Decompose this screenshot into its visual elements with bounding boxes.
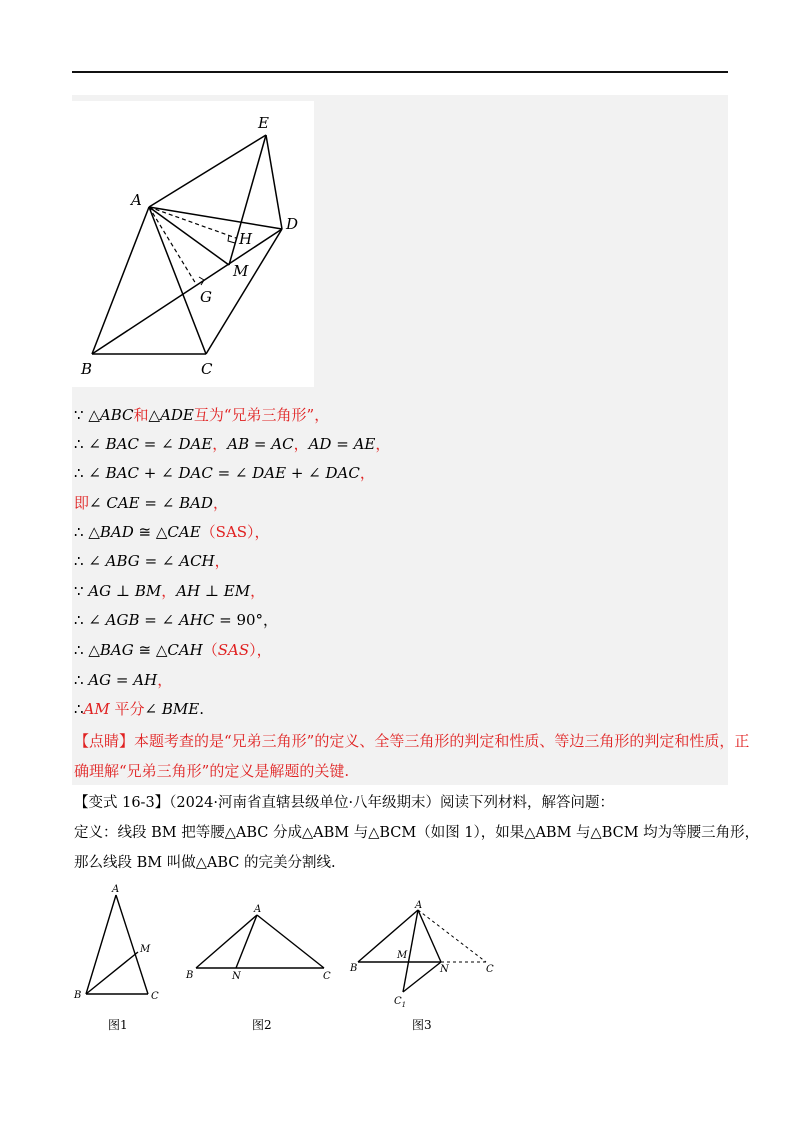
definition-line-2: 那么线段 BM 叫做△ABC 的完美分割线. bbox=[74, 855, 336, 871]
proof-token: AB bbox=[227, 435, 250, 453]
proof-token: △ bbox=[88, 406, 100, 424]
proof-token: CAH bbox=[167, 641, 203, 659]
proof-token: △ bbox=[88, 641, 100, 659]
proof-token: + ∠ bbox=[286, 464, 326, 482]
proof-token: BAD bbox=[99, 523, 134, 541]
proof-token: ）， bbox=[249, 641, 272, 659]
proof-token: . bbox=[199, 700, 204, 718]
proof-line: ∴ ∠ ABG = ∠ ACH， bbox=[74, 552, 230, 570]
proof-line-content bbox=[88, 611, 278, 629]
label-H: H bbox=[239, 230, 253, 248]
label-M: M bbox=[233, 262, 249, 280]
proof-token: △ bbox=[88, 523, 100, 541]
proof-line-content bbox=[88, 671, 172, 689]
label-C: C bbox=[201, 360, 213, 378]
proof-line: ∴ △BAD ≅ △CAE（SAS）， bbox=[74, 523, 270, 541]
label-D: D bbox=[286, 215, 299, 233]
proof-token: ， bbox=[161, 582, 177, 600]
proof-token: ∠ bbox=[88, 435, 106, 453]
header-rule bbox=[72, 71, 728, 73]
proof-token: EM bbox=[223, 582, 251, 600]
proof-token: BAC bbox=[105, 464, 140, 482]
proof-token: DAE bbox=[178, 435, 213, 453]
fig3-label-N: N bbox=[440, 964, 449, 975]
proof-token: ， bbox=[293, 435, 309, 453]
proof-line: ∴ AG = AH， bbox=[74, 671, 173, 689]
proof-line: ∴AM 平分∠ BME. bbox=[74, 700, 204, 718]
fig3-label-C: C bbox=[486, 964, 494, 975]
definition-line-1: 定义：线段 BM 把等腰△ABC 分成△ABM 与△BCM（如图 1），如果△ABM 与△BCM 均为等腰三角形， bbox=[74, 825, 760, 841]
proof-line: ∵ △ABC和△ADE互为“兄弟三角形”， bbox=[74, 406, 330, 424]
label-A: A bbox=[131, 191, 142, 209]
proof-token: ， bbox=[212, 494, 228, 512]
proof-line: ∴ △BAG ≅ △CAH（SAS）， bbox=[74, 641, 272, 659]
proof-line-content bbox=[88, 582, 265, 600]
fig3-label-M: M bbox=[397, 950, 408, 961]
proof-token: = ∠ bbox=[212, 464, 253, 482]
proof-token: ∠ bbox=[88, 552, 106, 570]
proof-token: + ∠ bbox=[139, 464, 179, 482]
proof-token: 和 bbox=[133, 406, 149, 424]
proof-token: ADE bbox=[160, 406, 194, 424]
proof-token: DAC bbox=[178, 464, 213, 482]
small-figures bbox=[66, 880, 494, 1010]
proof-token: ∠ bbox=[88, 611, 106, 629]
proof-token: ， bbox=[359, 464, 375, 482]
fig3-label-C1: $C_1$ bbox=[394, 996, 407, 1009]
proof-token: = ∠ bbox=[139, 611, 179, 629]
proof-line: ∴ ∠ BAC = ∠ DAE，AB = AC，AD = AE， bbox=[74, 435, 391, 453]
proof-token: ABG bbox=[105, 552, 140, 570]
proof-token: BM bbox=[134, 582, 162, 600]
proof-token: ∠ bbox=[89, 494, 107, 512]
label-E: E bbox=[258, 114, 269, 132]
proof-token: = ∠ bbox=[139, 552, 180, 570]
proof-token: AH bbox=[176, 582, 201, 600]
proof-line: 即∠ CAE = ∠ BAD， bbox=[74, 494, 228, 512]
proof-token: ≅ △ bbox=[133, 523, 168, 541]
fig1-label-M: M bbox=[140, 944, 151, 955]
label-B: B bbox=[81, 360, 93, 378]
proof-token: ， bbox=[214, 552, 230, 570]
fig1-label-A: A bbox=[112, 884, 120, 895]
proof-token: = 90°， bbox=[214, 611, 279, 629]
fig1-label-C: C bbox=[151, 991, 159, 1002]
proof-token: BAD bbox=[179, 494, 213, 512]
fig2-label-A: A bbox=[254, 904, 262, 915]
proof-token: ∠ bbox=[88, 464, 106, 482]
proof-token: DAE bbox=[252, 464, 287, 482]
proof-token: ， bbox=[157, 671, 173, 689]
proof-line: ∴ ∠ AGB = ∠ AHC = 90°， bbox=[74, 611, 279, 629]
note-line-2: 确理解“兄弟三角形”的定义是解题的关键. bbox=[74, 762, 350, 780]
proof-token: CAE bbox=[106, 494, 140, 512]
proof-token: ， bbox=[375, 435, 391, 453]
fig3-label-B: B bbox=[350, 963, 358, 974]
proof-token: AM bbox=[83, 700, 110, 718]
caption-fig2: 图2 bbox=[252, 1018, 272, 1032]
proof-token: BAG bbox=[99, 641, 134, 659]
label-G: G bbox=[200, 288, 212, 306]
caption-fig3: 图3 bbox=[412, 1018, 432, 1032]
proof-token: DAC bbox=[325, 464, 360, 482]
proof-token: △ bbox=[148, 406, 161, 424]
proof-line-content bbox=[89, 494, 228, 512]
proof-token: AGB bbox=[105, 611, 140, 629]
proof-token: BME bbox=[161, 700, 200, 718]
fig1-label-B: B bbox=[74, 990, 82, 1001]
geometry-figure-svg bbox=[72, 101, 314, 387]
proof-token: ABC bbox=[99, 406, 134, 424]
proof-token: ⊥ bbox=[200, 582, 224, 600]
proof-token: ≅ △ bbox=[133, 641, 168, 659]
proof-line: ∴ ∠ BAC + ∠ DAC = ∠ DAE + ∠ DAC， bbox=[74, 464, 375, 482]
fig2-label-B: B bbox=[186, 970, 194, 981]
fig2-label-N: N bbox=[232, 971, 241, 982]
proof-line-content bbox=[88, 523, 269, 541]
proof-line-content bbox=[88, 641, 271, 659]
proof-token: = bbox=[249, 435, 272, 453]
proof-token: = ∠ bbox=[139, 494, 180, 512]
proof-token: = bbox=[331, 435, 354, 453]
proof-line: ∵ AG ⊥ BM，AH ⊥ EM， bbox=[74, 582, 266, 600]
fig3-label-A: A bbox=[415, 900, 423, 911]
proof-line-content bbox=[88, 406, 329, 424]
proof-token: 互为“兄弟三角形”， bbox=[193, 406, 330, 424]
proof-line-content bbox=[84, 700, 204, 718]
proof-token: = ∠ bbox=[139, 435, 179, 453]
proof-token: AHC bbox=[178, 611, 215, 629]
caption-fig1: 图1 bbox=[108, 1018, 128, 1032]
proof-token: = bbox=[111, 671, 134, 689]
proof-token: AG bbox=[88, 582, 112, 600]
fig2-label-C: C bbox=[323, 971, 331, 982]
proof-line-content bbox=[88, 552, 229, 570]
proof-token: ， bbox=[250, 582, 266, 600]
proof-token: ACH bbox=[179, 552, 215, 570]
proof-token: SAS bbox=[217, 641, 250, 659]
note-line-1: 【点睛】本题考查的是“兄弟三角形”的定义、全等三角形的判定和性质、等边三角形的判定和性质，正 bbox=[74, 732, 750, 750]
proof-token: AD bbox=[308, 435, 332, 453]
proof-token: CAE bbox=[167, 523, 201, 541]
proof-token: ∠ bbox=[144, 700, 162, 718]
geometry-figure bbox=[72, 101, 314, 387]
variant-heading: 【变式 16-3】（2024·河南省直辖县级单位·八年级期末）阅读下列材料，解答问题： bbox=[74, 795, 615, 811]
proof-token: 平分 bbox=[109, 700, 145, 718]
proof-token: ⊥ bbox=[111, 582, 135, 600]
proof-line-content bbox=[88, 435, 390, 453]
proof-token: （SAS）， bbox=[200, 523, 270, 541]
proof-token: ， bbox=[212, 435, 228, 453]
proof-token: AH bbox=[133, 671, 158, 689]
proof-token: BAC bbox=[105, 435, 140, 453]
proof-token: AG bbox=[88, 671, 112, 689]
proof-line-content bbox=[88, 464, 375, 482]
proof-token: （ bbox=[202, 641, 218, 659]
proof-token: AC bbox=[271, 435, 294, 453]
proof-token: AE bbox=[353, 435, 376, 453]
